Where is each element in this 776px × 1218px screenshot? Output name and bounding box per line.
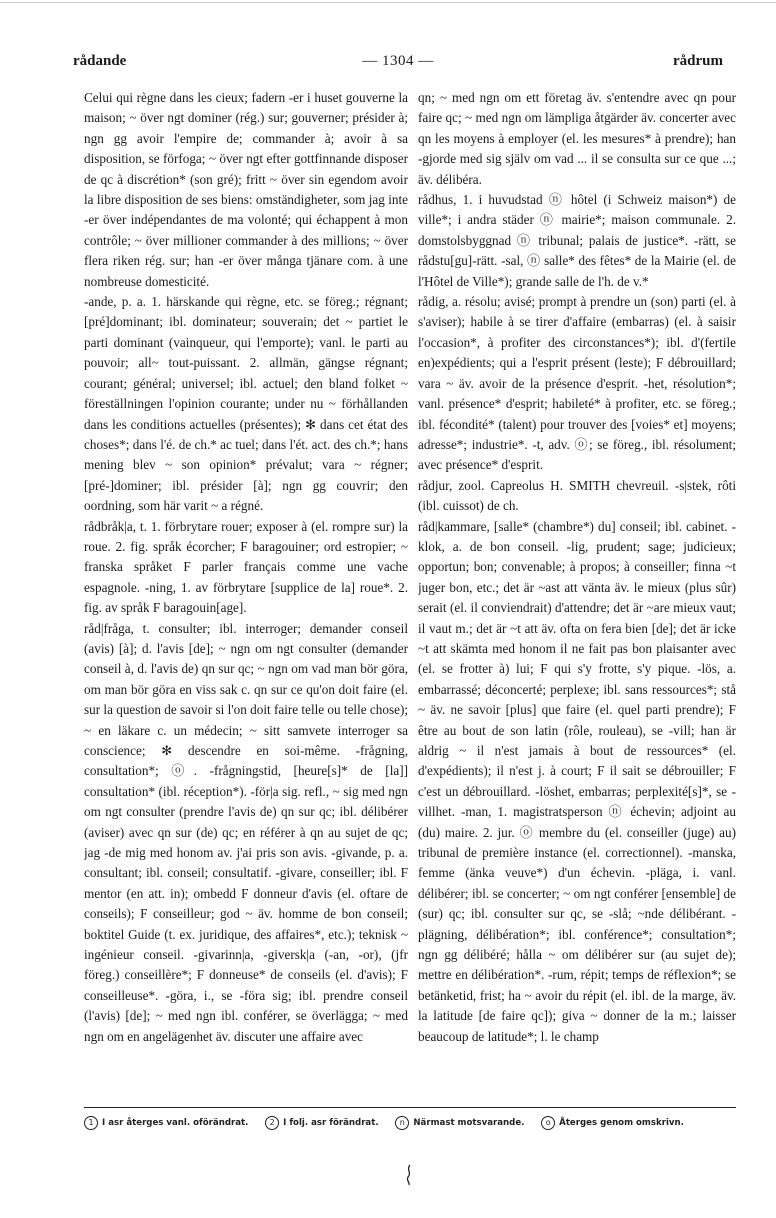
footnote-text: I folj. asr förändrat.	[283, 1118, 379, 1128]
footnote-item	[395, 1116, 524, 1130]
left-running-headword: rådande	[73, 53, 127, 69]
dictionary-entry: rådbråk|a, t. 1. förbrytare rouer; exposer à (el. rompre sur) la roue. 2. fig. språk écorcher; F baragouiner; ord estropier; ~ franska språket F parler français comme une vache espagnole. -ning, 1. av förbrytare [supplice de la] roue*. 2. fig. av språk F baragouin[age].	[84, 518, 408, 616]
footnote-text: I asr återges vanl. oförändrat.	[102, 1118, 249, 1128]
circled-symbol-icon: n	[395, 1116, 409, 1130]
footnote-text: Återges genom omskrivn.	[559, 1118, 684, 1128]
footnote-divider	[84, 1107, 736, 1108]
right-running-headword: rådrum	[673, 53, 723, 69]
dictionary-entry: Celui qui règne dans les cieux; fadern -er i huset gouverne la maison; ~ över ngt dominer (rég.) sur; gouverner; présider à; ngn gg avoir l'empire de; commander à; avoir à sa disposition, se förfoga; ~ över ngt efter gottfinnande disposer de qc à discrétion* (son gré); fritt ~ över sin egendom avoir la libre disposition de ses biens: omständigheter, som jag inte -er över indépendantes de ma volonté; qui échappent à mon contrôle; ~ över millioner commander à des millions; ~ över flera riken rég. sur; han -er över många tjänare com. à une nombreuse domesticité.	[84, 90, 408, 289]
page-number: — 1304 —	[362, 53, 434, 69]
right-column	[418, 88, 736, 1108]
binding-mark-icon	[404, 1163, 414, 1187]
left-column	[84, 88, 408, 1108]
circled-symbol-icon: 2	[265, 1116, 279, 1130]
dictionary-entry: råd|kammare, [salle* (chambre*) du] conseil; ibl. cabinet. -klok, a. de bon conseil. -lig, prudent; sage; judicieux; opportun; bon; convenable; à propos; à conseiller; finna ~t juger bon, etc.; det är ~ast att vänta äv. le mieux (plus sûr) serait (el. il conviendrait) d'attendre; det är ~are mieux vaut; il vaut m.; det är ~t att äv. ofta on fera bien [de]; det är icke ~t att skämta med honom il ne fait pas bon plaisanter avec (el. se frotter à) lui; F qui s'y frotte, s'y pique. -lös, a. embarrassé; déconcerté; perplexe; ibl. sans ressources*; stå ~ äv. ne savoir [plus] que faire (el. quel parti prendre); F être au bout de son latin (rôle, rouleau), se -vill; han är aldrig ~ il n'est jamais à bout de ressources* (el. d'expédients); il n'est j. à court; F il sait se débrouiller; F c'est un débrouillard. -löshet, embarras; perplexité[s]*, se -villhet. -man, 1. magistratsperson ⓝ échevin; adjoint au (du) maire. 2. jur. ⓞ membre du (el. conseiller (juge) au) tribunal de première instance (el. correctionnel). -manska, femme (änka veuve*) d'un échevin. -pläga, i. vanl. délibérer; ibl. se concerter; ~ om ngt conférer [ensemble] de (sur) qc; ibl. consulter sur qc, se -slå; ~nde délibérant. -plägning, délibération*; ibl. conférence*; consultation*; ngn gg délibéré; hålla ~ om délibérer sur (au sujet de); mettre en délibération*. -rum, répit; temps de réflexion*; se betänketid, frist; ha ~ avoir du répit (el. ibl. de la marge, äv. la latitude [de faire qc]); giva ~ donner de la m.; laisser beaucoup de latitude*; l. le champ	[418, 518, 736, 1044]
footnote-legend	[84, 1116, 744, 1130]
footnote-item	[265, 1116, 378, 1130]
dictionary-entry: rådhus, 1. i huvudstad ⓝ hôtel (i Schweiz maison*) de ville*; i andra städer ⓝ mairie*; maison communale. 2. domstolsbyggnad ⓝ tribunal; palais de justice*. -rätt, se rådstu[gu]-rätt. -sal, ⓝ salle* des fêtes* de la Mairie (el. de l'Hôtel de Ville*); grande salle de l'h. de v.*	[418, 192, 736, 289]
circled-symbol-icon: 1	[84, 1116, 98, 1130]
dictionary-entry: rådjur, zool. Capreolus H. SMITH chevreuil. -s|stek, rôti (ibl. cuissot) de ch.	[418, 477, 736, 514]
circled-symbol-icon: o	[541, 1116, 555, 1130]
footnote-item	[84, 1116, 248, 1130]
top-edge-line	[0, 2, 776, 3]
dictionary-entry: qn; ~ med ngn om ett företag äv. s'entendre avec qn pour faire qc; ~ med ngn om lämpliga åtgärder äv. concerter avec qn les moyens à employer (el. les mesures* à prendre); han -gjorde med sig själv om vad ... il se consulta sur ce que ...; äv. délibéra.	[418, 90, 736, 187]
page-header	[73, 53, 723, 75]
footnote-text: Närmast motsvarande.	[413, 1118, 525, 1128]
dictionary-entry: rådig, a. résolu; avisé; prompt à prendre un (son) parti (el. à s'aviser); habile à se tirer d'affaire (embarras) (el. à saisir l'occasion*, à profiter des circonstances*); ibl. d'(fertile en)expédients; qui a l'esprit présent (leste); F débrouillard; vara ~ äv. avoir de la présence d'esprit. -het, résolution*; vanl. présence* d'esprit; habileté* à profiter, etc. se föreg.; ibl. fécondité* (talent) pour trouver des [voies* et] moyens; adresse*; industrie*. -t, adv. ⓞ; se föreg., ibl. résolument; avec présence* d'esprit.	[418, 294, 736, 473]
footnote-item	[541, 1116, 684, 1130]
dictionary-entry: råd|fråga, t. consulter; ibl. interroger; demander conseil (avis) [à]; d. l'avis [de]; ~ ngn om ngt consulter (demander conseil à, d. l'avis de) qn sur qc; ~ ngn om vad man bör göra, om man bör göra en viss sak c. qn sur ce qu'on doit faire (el. sur la question de savoir si l'on doit faire telle ou telle chose); ~ en läkare c. un médecin; ~ sitt samvete interroger sa conscience; ✻ descendre en soi-même. -frågning, consultation*; ⓞ. -frågningstid, [heure[s]* de [la]] consultation* (ibl. réception*). -för|a sig. refl., ~ sig med ngn om ngt consulter (prendre l'avis de) qn sur qc; ibl. délibérer (aviser) avec qn sur (de) qc; en référer à qn au sujet de qc; jag -de mig med honom av. j'ai pris son avis. -givande, p. a. consultant; ibl. conseil; consultatif. -givare, conseiller; ibl. F mentor (en att. in); ombedd F donneur d'avis (el. oftare de conseils); F conseilleur; god ~ äv. homme de bon conseil; boktitel Guide (t. ex. juridique, des affaires*, etc.); teknisk ~ ingénieur conseil. -givarinn|a, -giversk|a (-an, -or), (jfr föreg.) conseillère*; F donneuse* de conseils (el. d'avis); F conseilleuse*. -göra, i., se -föra sig; ibl. prendre conseil (l'avis) [de]; ~ med ngn ibl. conférer, se överlägga; ~ med ngn om en angelägenhet äv. discuter une affaire avec	[84, 620, 408, 1044]
dictionary-entry: -ande, p. a. 1. härskande qui règne, etc. se föreg.; régnant; [pré]dominant; ibl. dominateur; souverain; det ~ partiet le parti dominant (vainqueur, qui l'emporte); vanl. le parti au pouvoir; all~ tout-puissant. 2. allmän, gängse régnant; courant; général; universel; ibl. actuel; den bland folket ~ föreställningen l'opinion courante; under nu ~ förhållanden dans les conditions actuelles (présentes); ✻ dans cet état des choses*; dans l'é. de ch.* ac tuel; dans l'ét. act. des ch.*; hans mening blev ~ son opinion* prévalut; vara ~ régner; [pré-]dominer; ibl. présider [à]; ngn gg couvrir; den oordning, som här varit ~ a régné.	[84, 294, 408, 514]
